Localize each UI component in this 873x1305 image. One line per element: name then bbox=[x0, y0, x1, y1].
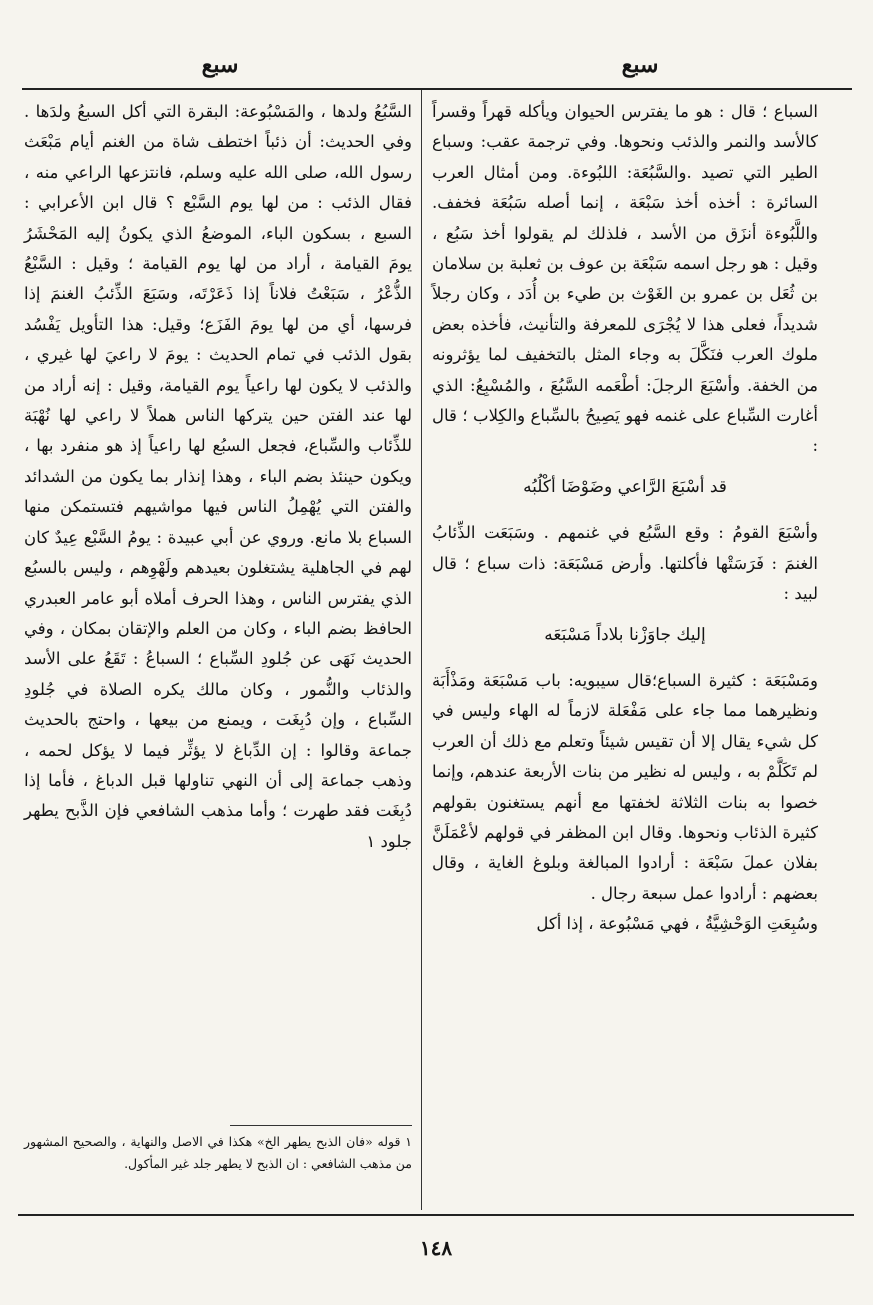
right-paragraph-2: وأسْبَعَ القومُ : وقع السَّبُع في غنمهم . وسَبَعَت الذِّئابُ الغنمَ : فَرَسَتْها فأكلتها. وأرض مَسْبَعَة: ذات سباع ؛ قال لبيد : bbox=[432, 523, 818, 604]
right-paragraph-3: ومَسْبَعَة : كثيرة السباع؛قال سيبويه: باب مَسْبَعَة ومَذْأَبَة ونظيرهما مما جاء على مَفْعَلة لازماً له الهاء وليس في كل شيء يقال إلا أن تقيس شيئاً وتعلم مع ذلك أن العرب لم تَكَلَّمْ به ، وليس له نظير من بنات الأربعة عندهم، وإنما خصوا به بنات الثلاثة لخفتها مع أنهم يستغنون بقولهم كثيرة الذئاب ونحوها. وقال ابن المظفر في قولهم لأعْمَلَنَّ بفلان عملَ سَبْعَة : أرادوا المبالغة وبلوغ الغاية ، وقال بعضهم : أرادوا عمل سبعة رجال . bbox=[432, 670, 818, 903]
left-column bbox=[24, 97, 412, 857]
left-paragraph-body: السَّبُعُ ولدها ، والمَسْبُوعة: البقرة التي أكل السبعُ ولدَها . وفي الحديث: أن ذئباً اختطف شاة من الغنم أيام مَبْعَث رسول الله، صلى الله عليه وسلم، فانتزعها الراعي منه ، فقال الذئب : من لها يوم السَّبْع ؟ قال ابن الأعرابي : السبع ، بسكون الباء، الموضعُ الذي يكونُ إليه المَحْشَرُ يومَ القيامة ، أراد من لها يوم القيامة ؛ وقيل : السَّبْعُ الذُّعْرُ ، سَبَعْتُ فلاناً إذا ذَعَرْتَه، وسَبَعَ الذِّئبُ الغنمَ إذا فرسها، أي من لها يومَ الفَزَع؛ وقيل: هذا التأويل يَفْسُد بقول الذئب في تمام الحديث : يومَ لا راعيَ لها غيري ، والذئب لا يكون لها راعياً يوم القيامة، وقيل : إنه أراد من لها عند الفتن حين يتركها الناس هملاً لا راعي لها نُهْبَة للذِّئاب والسِّباع، فجعل السبُع لها راعياً إذ هو منفرد بها ، ويكون حينئذ بضم الباء ، وهذا إنذار بما يكون من الشدائد والفتن التي يُهْمِلُ الناس فيها مواشيهم فتستمكن منها السباع بلا مانع. وروي عن أبي عبيدة : يومُ السَّبْع عِيدٌ كان لهم في الجاهلية يشتغلون بعيدهم ولَهْوِهم ، وليس بالسبُع الذي يفترس الناس ، وهذا الحرف أملاه أبو عامر العبدري الحافظ بضم الباء ، وكان من العلم والإتقان بمكان ، وفي الحديث نَهَى عن جُلودِ السِّباع ؛ السباعُ : تَقَعُ على الأسد والذئاب والنُّمور ، وكان مالك يكره الصلاة في جُلودِ السِّباع ، وإن دُبِغَت ، ويمنع من بيعها ، واحتج بالحديث جماعة وقالوا : إن الدِّباغ لا يؤثِّر فيما لا يؤكل لحمه ، وذهب جماعة إلى أن النهي تناولها قبل الدباغ ، فأما إذا دُبِغَت فقد طهرت ؛ وأما مذهب الشافعي فإن الذَّبح يطهر جلود ١ bbox=[24, 102, 412, 851]
header-rule bbox=[22, 88, 852, 90]
footnote: ١ قوله «فان الذبح يطهر الخ» هكذا في الاصل والنهاية ، والصحيح المشهور من مذهب الشافعي : ان الذبح لا يطهر جلد غير المأكول. bbox=[24, 1134, 412, 1171]
verse-line-2: إليك جاوَزْنا بلاداً مَسْبَعَه bbox=[544, 624, 706, 645]
footer-rule bbox=[18, 1214, 854, 1216]
left-column-headword: سبع bbox=[201, 52, 239, 78]
right-column-headword: سبع bbox=[621, 52, 659, 78]
column-divider bbox=[421, 90, 422, 1210]
verse-line-1: قد أسْبَعَ الرَّاعي وضَوْضَا أكْلُبُه bbox=[523, 476, 727, 497]
right-column bbox=[432, 97, 818, 940]
right-paragraph-1: السباع ؛ قال : هو ما يفترس الحيوان ويأكله قهراً وقسراً كالأسد والنمر والذئب ونحوها. وفي ترجمة عقب: وسباع الطير التي تصيد .والسَّبُعَة: اللبُوءة. ومن أمثال العرب السائرة : أخذه أخذ سَبْعَة ، إنما أصله سَبُعَة فخفف. واللَّبُوءة أنزَق من الأسد ، فلذلك لم يقولوا أخذ سَبُع ، وقيل : هو رجل اسمه سَبْعَة بن عوف بن ثعلبة بن سلامان بن ثُعَل بن عمرو بن الغَوْث بن طيء بن أُدَد ، وكان رجلاً شديداً، فعلى هذا لا يُجْرَى للمعرفة والتأنيث، فأخذه بعض ملوك العرب فنَكَّلَ به وجاء المثل بالتخفيف لما يؤثرونه من الخفة. وأسْبَعَ الرجلَ: أطْعَمه السَّبُعَ ، والمُسْبِعُ: الذي أغارت السِّباع على غنمه فهو يَصِيحُ بالسِّباع والكِلاب ؛ قال : bbox=[432, 102, 818, 456]
right-paragraph-4: وسُبِعَتِ الوَحْشِيَّةُ ، فهي مَسْبُوعة ، إذا أكل bbox=[536, 914, 818, 934]
footnote-rule bbox=[230, 1125, 412, 1126]
page-number: ١٤٨ bbox=[419, 1236, 453, 1260]
